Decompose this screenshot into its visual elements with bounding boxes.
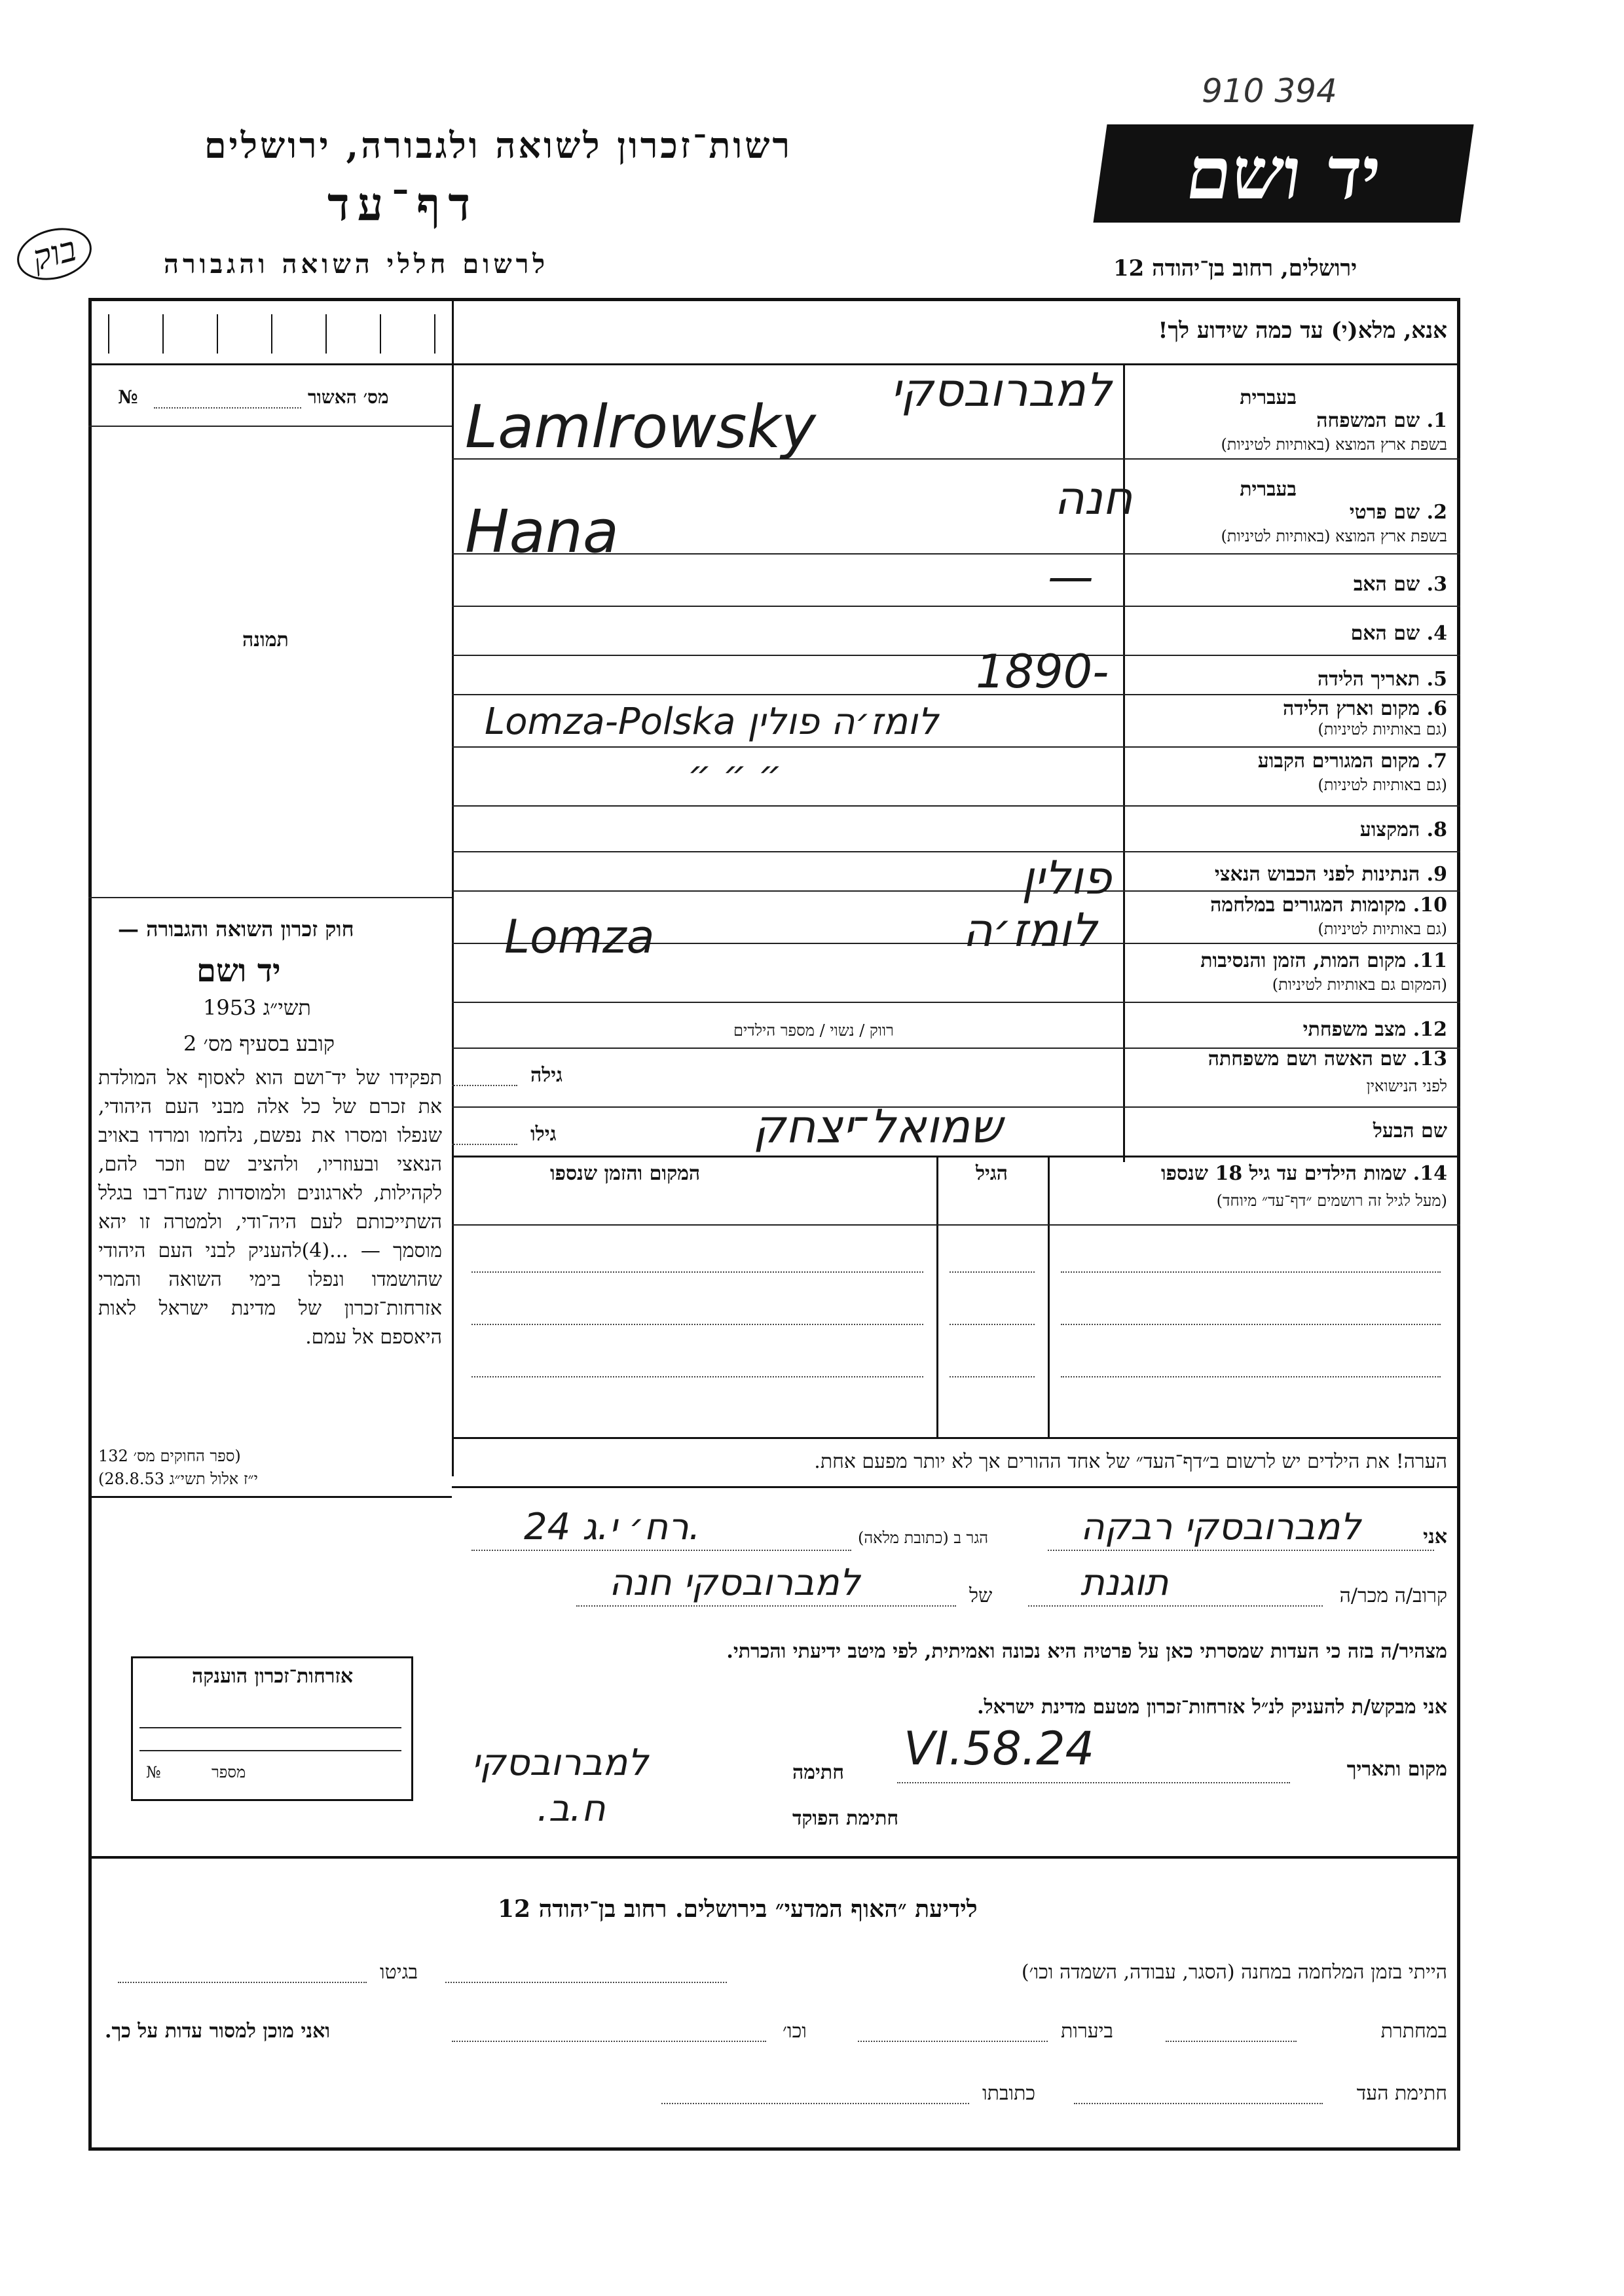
willing-testify: ואני מוכן למסור עדות על כך. [105,2020,331,2043]
law-source-2: י״ז אלול תשי״ג 28.8.53) [98,1470,258,1488]
field-3: 3. שם האב [1353,573,1447,596]
law-year: 1953 [203,995,257,1020]
of-name: למברובסקי חנה [609,1561,860,1604]
surname-latin: Lamlrowsky [465,393,816,462]
age-column-header: הגיל [976,1162,1008,1185]
footer-line-1: הייתי בזמן המלחמה במחנה (הסגר, עבודה, השמדה וכו׳) [1021,1961,1447,1984]
page-title: דף־עד [327,177,479,231]
first-name-hebrew: חנה [1054,471,1133,525]
place-column-header: המקום והזמן שנספו [550,1162,701,1185]
birth-place: Lomza-Polska לומז׳ה פולין [485,701,939,743]
husband-label: שם הבעל [1373,1120,1447,1142]
place-date: 24.VI.58 [904,1722,1095,1776]
field-9: 9. הנתינות לפני הכבוש הנאצי [1214,863,1447,886]
place-date-label: מקום ותאריך [1346,1758,1447,1781]
in-hebrew-1: בעברית [1240,386,1297,409]
field-8: 8. המקצוע [1359,818,1447,841]
approval-label: מס׳ האשור [308,386,389,408]
law-year-hebrew: תשי״ג [263,995,311,1020]
etc-label: וכו׳ [783,2020,807,2043]
witness-signature-label: חתימת העד [1356,2082,1447,2105]
age-label-2: גילו [530,1123,557,1146]
organization-name: רשות־זכרון לשואה ולגבורה, ירושלים [204,124,792,166]
declaration: מצהיר/ה בזה כי העדות שמסרתי כאן על פרטיה היא נכונה ואמיתית, לפי מיטב ידיעתי והכרתי. [726,1640,1447,1663]
approval-no: № [118,386,138,408]
field-12: 12. מצב משפחתי [1302,1018,1447,1041]
wartime-places-hebrew: לומז׳ה [963,903,1098,957]
law-name: יד ושם [196,953,281,989]
signature-label: חתימה [792,1761,844,1784]
nationality: פולין [1022,851,1112,905]
in-hebrew-2: בעברית [1240,478,1297,501]
official-signature-label: חתימת הפוקד [792,1807,899,1830]
underground-label: במחתרת [1380,2020,1447,2043]
father-name: — [1048,550,1094,604]
citizenship-request: אני מבקש/ת להעניק לנ״ל אזרחות־זכרון מטעם מדינת ישראל. [977,1696,1447,1719]
law-title: חוק זכרון השואה והגבורה — [118,917,354,941]
declarant-name: למברובסקי רבקה [1080,1506,1361,1548]
children-title: 14. שמות הילדים עד גיל 18 שנספו [1160,1162,1447,1185]
official-signature: ח.ב. [537,1787,606,1830]
resides-label: הגר ב (כתובת מלאה) [858,1529,989,1547]
field-5: 5. תאריך הלידה [1318,668,1447,691]
birth-place-ditto: ״ ״ ״ [688,753,782,795]
ghetto-label: בגיטו [380,1961,418,1984]
marital-options: רווק / נשוי / מספר הילדים [733,1021,894,1040]
husband-name: שמואל־יצחק [753,1100,1003,1154]
yad-vashem-logo: יד ושם [1093,124,1473,223]
first-name-latin: Hana [465,498,619,566]
instruction: אנא, מלא(י) עד כמה שידוע לך! [1158,318,1447,344]
relative-label: קרוב/ה מכר/ה [1339,1584,1447,1607]
children-subtitle: (מעל לגיל זה רושמים ״דף־עד״ מיוחד) [1216,1192,1447,1210]
law-clause: קובע בסעיף מס׳ 2 [183,1031,335,1056]
relation: תוגנת [1080,1561,1169,1604]
law-text: תפקידו של יד־ושם הוא לאסוף אל המולדת את זכרם של כל אלה מבני העם היהודי, שנפלו ומסרו את נפשם, נלחמו ומרדו באויב הנאצי ובעוזריו, ולהציב שם וזכר להם, לקהילות, לארגונים ולמוסדות שנח־רבו בגלל השתייכותם לעם היה־ודי, ולמטרה זו יהא מוסמך — ...(4)להעניק לבני העם היהודי שהושמדו ונפלו בימי השואה והמרי אזרחות־זכרון של מדינת ישראל לאות היאספם אל עמם. [98,1066,443,1349]
surname-hebrew: למברובסקי [891,363,1112,417]
law-source-1: (ספר החוקים מס׳ 132 [98,1447,241,1465]
photo-label: תמונה [242,629,289,651]
address: ירושלים, רחוב בן־יהודה 12 [1113,255,1357,282]
forests-label: ביערות [1061,2020,1114,2043]
code-boxes [108,314,435,354]
witness-address-label: כתובתו [982,2082,1036,2105]
corner-mark: בוק [11,220,98,287]
citizenship-title: אזרחות־זכרון הוענקה [192,1665,354,1688]
declarant-address: 24 רח׳ י.ג. [524,1506,701,1548]
citizenship-no: № [146,1763,161,1781]
archive-number: 910 394 [1202,72,1337,110]
footer-title: לידיעת ״האוף המדעי״ בירושלים. רחוב בן־יהודה 12 [498,1895,978,1923]
age-label-1: גילה [530,1064,563,1087]
page-subtitle: לרשום חללי השואה והגבורה [164,249,549,280]
citizenship-number-label: מספר [212,1763,246,1781]
birth-date: 1890- [976,645,1109,699]
signature: למברובסקי [471,1741,649,1784]
declarant-ani: אני [1423,1525,1447,1548]
note: הערה! את הילדים יש לרשום ב״דף־העד״ של אחד ההורים אך לא יותר מפעם אחת. [814,1450,1447,1473]
citizenship-box [131,1656,413,1801]
wartime-places-latin: Lomza [504,910,655,964]
of-label: של [969,1584,993,1607]
field-4: 4. שם האם [1350,622,1447,645]
